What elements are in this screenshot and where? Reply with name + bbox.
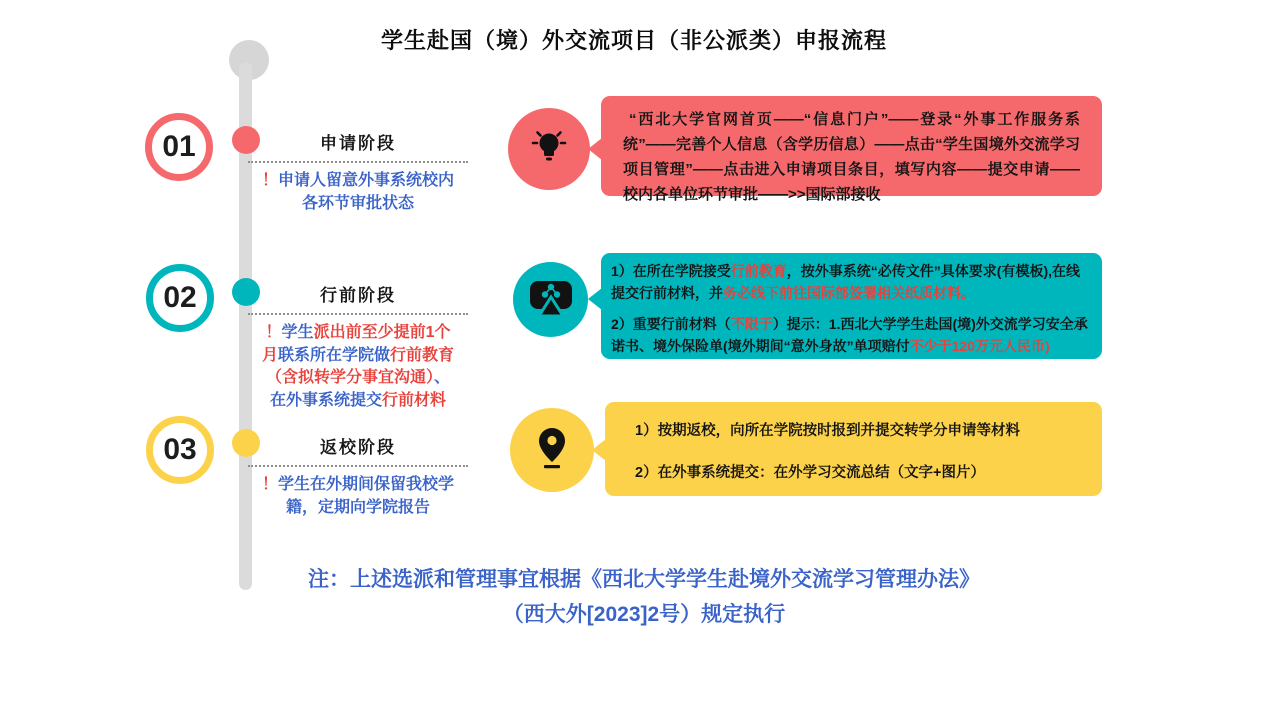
stage-1-number: 01 (162, 130, 196, 163)
stage-1-warning-note: ！申请人留意外事系统校内各环节审批状态 (261, 172, 455, 212)
stage-2-number-badge (146, 264, 214, 332)
footnote (89, 562, 1199, 632)
stage-1-detail-box (601, 96, 1102, 203)
footnote-line-1: 注：上述选派和管理事宜根据《西北大学学生赴境外交流学习管理办法》 (308, 568, 980, 591)
stage-3-box-tail (592, 439, 606, 461)
stage-2-label-column (248, 281, 468, 413)
stage-1-icon-circle (508, 108, 590, 190)
stage-2-warning-note: ！学生派出前至少提前1个月联系所在学院做行前教育（含拟转学分事宜沟通）、在外事系统提交行前材料 (261, 324, 455, 410)
stage-2-detail-box (601, 253, 1102, 359)
stage-3-label-column (248, 433, 468, 519)
footnote-line-2: （西大外[2023]2号）规定执行 (502, 603, 786, 626)
stage-1-divider (248, 161, 468, 163)
page-title: 学生赴国（境）外交流项目（非公派类）申报流程 (380, 28, 887, 53)
stage-3-icon-circle (510, 408, 594, 492)
stage-2-number: 02 (163, 281, 197, 314)
stage-1-box-text: “西北大学官网首页——“信息门户”——登录“外事工作服务系统”——完善个人信息（含学历信息）——点击“学生国境外交流学习项目管理”——点击进入申请项目条目，填写内容——提交申请——校内各单位环节审批——>>国际部接收 (623, 111, 1080, 203)
stage-2-name: 行前阶段 (320, 286, 396, 305)
stage-2-box-tail (588, 288, 602, 310)
stage-3-divider (248, 465, 468, 467)
stage-3-detail-box (605, 402, 1102, 496)
stage-3-number: 03 (163, 433, 197, 466)
lightbulb-icon (526, 124, 572, 175)
stage-2-box-paragraph-2: 2）重要行前材料（不限于）提示：1.西北大学学生赴国(境)外交流学习安全承诺书、境外保险单(境外期间“意外身故”单项赔付不少于120万元人民币) (611, 316, 1088, 354)
screen-cast-icon (529, 276, 573, 323)
stage-2-divider (248, 313, 468, 315)
stage-3-box-line-1: 1）按期返校，向所在学院按时报到并提交转学分申请等材料 (635, 423, 1021, 439)
stage-3-number-badge (146, 416, 214, 484)
stage-3-warning-note: ！学生在外期间保留我校学籍，定期向学院报告 (261, 476, 455, 516)
stage-2-box-paragraph-1: 1）在所在学院接受行前教育，按外事系统“必传文件”具体要求(有模板),在线提交行前材料，并务必线下前往国际部签署相关纸质材料。 (611, 263, 1081, 301)
stage-1-box-tail (588, 138, 602, 160)
location-pin-icon (532, 426, 572, 475)
stage-3-box-line-2: 2）在外事系统提交：在外学习交流总结（文字+图片） (635, 465, 986, 481)
stage-3-name: 返校阶段 (320, 438, 396, 457)
stage-2-icon-circle (513, 262, 588, 337)
stage-1-label-column (248, 129, 468, 215)
stage-1-name: 申请阶段 (320, 134, 396, 153)
stage-1-number-badge (145, 113, 213, 181)
